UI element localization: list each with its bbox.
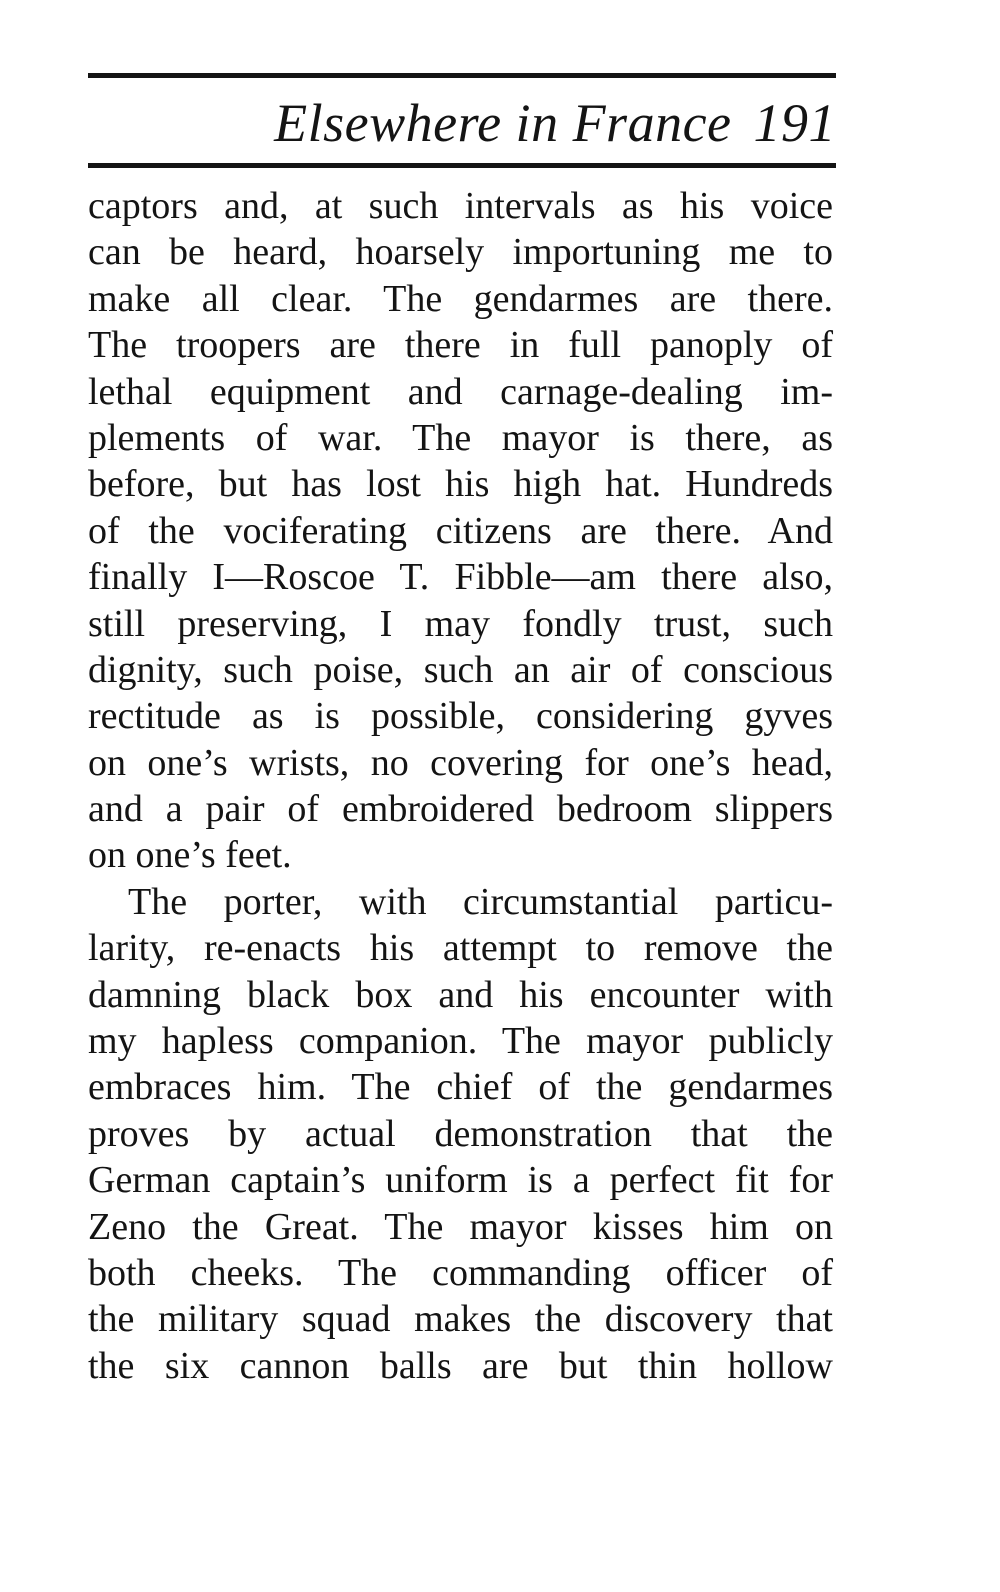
text-line: and a pair of embroidered bedroom slippers	[88, 788, 833, 831]
running-head-title: Elsewhere in France	[274, 93, 732, 153]
text-line: of the vociferating citizens are there. And	[88, 509, 833, 552]
text-line: finally I—Roscoe T. Fibble—am there also,	[88, 556, 833, 599]
text-line: damning black box and his encounter with	[88, 973, 833, 1016]
text-line: both cheeks. The commanding officer of	[88, 1251, 833, 1294]
text-line: my hapless companion. The mayor publicly	[88, 1020, 833, 1063]
paragraph-2	[88, 879, 833, 1389]
running-head	[88, 88, 836, 158]
text-line: The porter, with circumstantial particu-	[128, 880, 833, 923]
text-line: larity, re-enacts his attempt to remove the	[88, 927, 833, 970]
text-line: lethal equipment and carnage-dealing im-	[88, 370, 833, 413]
text-line: Zeno the Great. The mayor kisses him on	[88, 1205, 833, 1248]
text-line: the military squad makes the discovery that	[88, 1298, 833, 1341]
header-rule-top	[88, 73, 836, 78]
text-line: the six cannon balls are but thin hollow	[88, 1344, 833, 1387]
body-text	[88, 183, 833, 1389]
text-line: rectitude as is possible, considering gyves	[88, 695, 833, 738]
paragraph-1	[88, 183, 833, 879]
text-line: on one’s feet.	[88, 834, 292, 877]
page-number: 191	[753, 93, 836, 153]
text-line: proves by actual demonstration that the	[88, 1112, 833, 1155]
text-line: dignity, such poise, such an air of conscious	[88, 648, 833, 691]
text-line: on one’s wrists, no covering for one’s head,	[88, 741, 833, 784]
text-line: German captain’s uniform is a perfect fit for	[88, 1159, 833, 1202]
text-line: can be heard, hoarsely importuning me to	[88, 231, 833, 274]
text-line: still preserving, I may fondly trust, such	[88, 602, 833, 645]
text-line: embraces him. The chief of the gendarmes	[88, 1066, 833, 1109]
header-rule-bottom	[88, 163, 836, 168]
text-line: before, but has lost his high hat. Hundreds	[88, 463, 833, 506]
text-line: plements of war. The mayor is there, as	[88, 416, 833, 459]
text-line: captors and, at such intervals as his voice	[88, 185, 833, 227]
text-line: make all clear. The gendarmes are there.	[88, 277, 833, 320]
text-line: The troopers are there in full panoply of	[88, 324, 833, 367]
